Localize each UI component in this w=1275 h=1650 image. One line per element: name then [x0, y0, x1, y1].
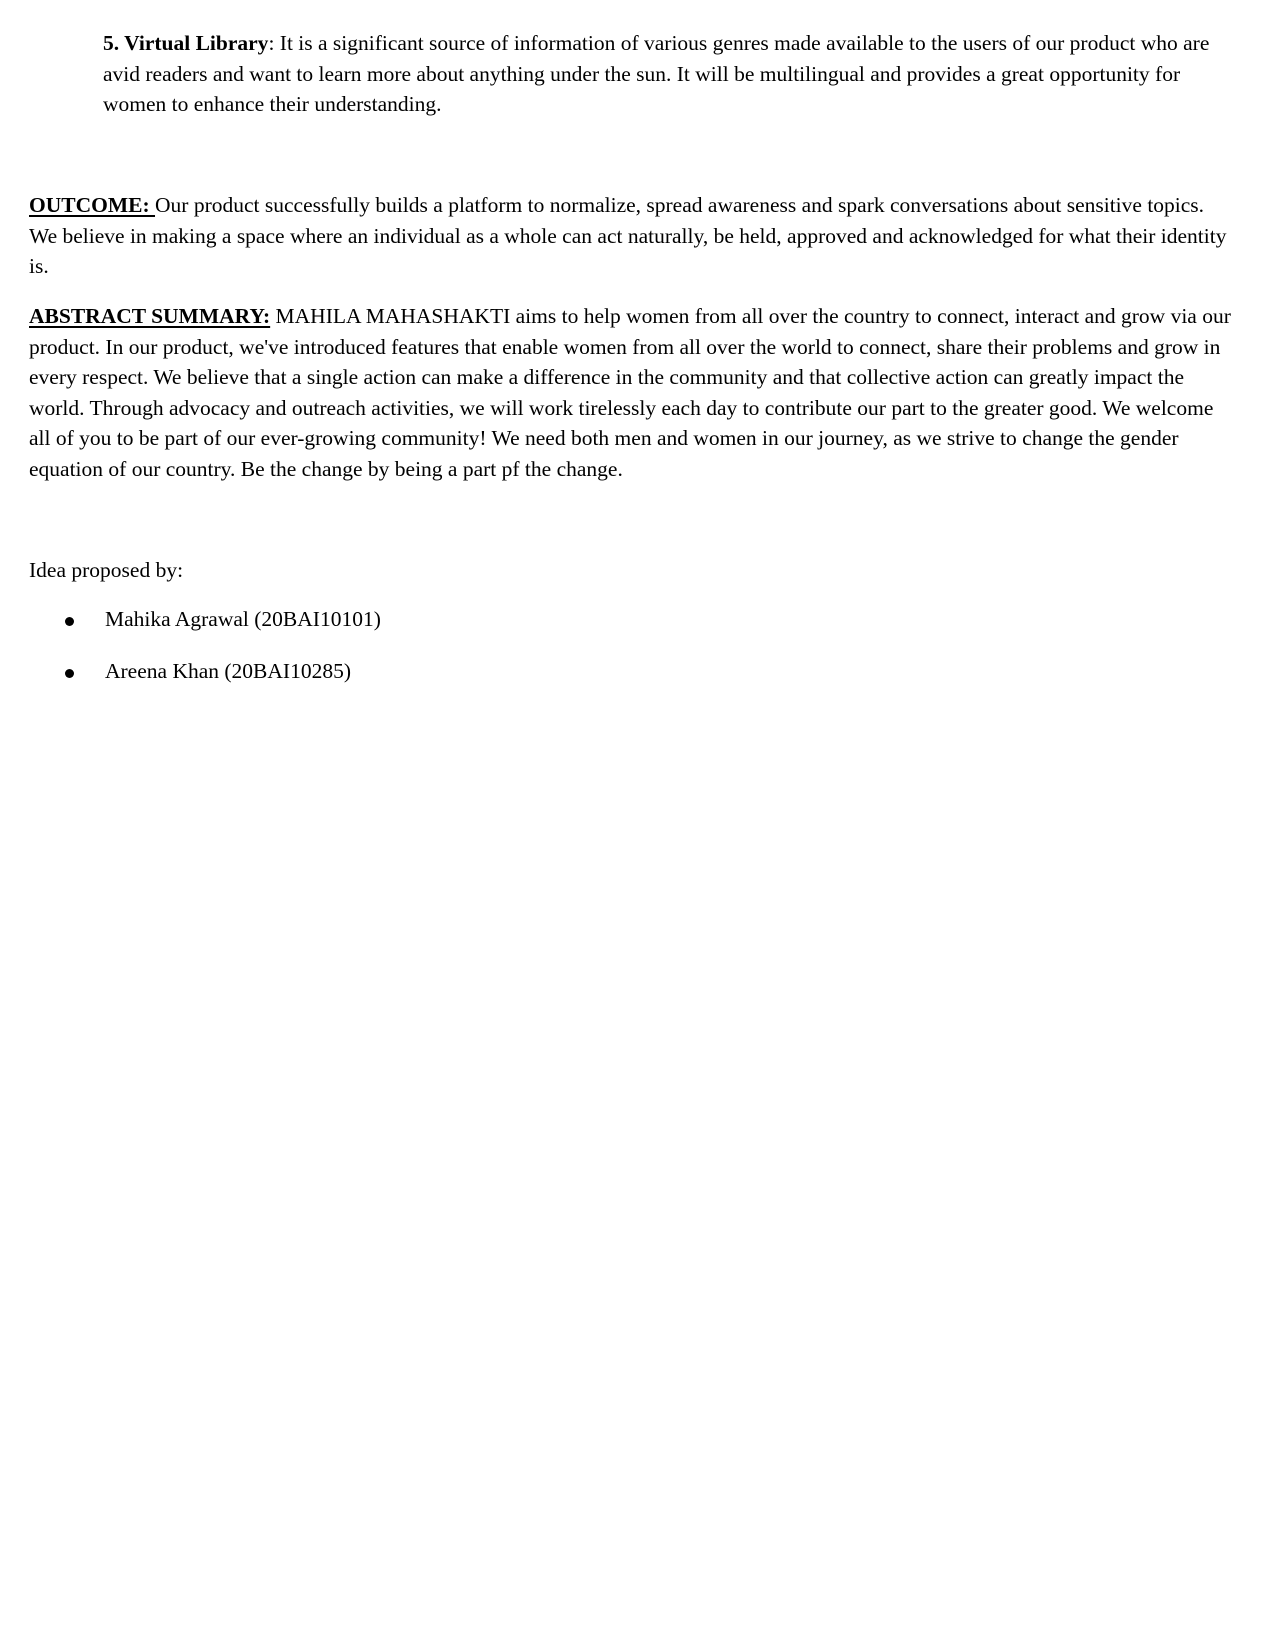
virtual-library-title: 5. Virtual Library: [103, 31, 269, 55]
virtual-library-text: : It is a significant source of information of various genres made available to the users of our product who are avid readers and want to learn more about anything under the sun. It will be multilingual and provides a great opportunity for women to enhance their understanding.: [103, 31, 1210, 116]
list-item: [0, 656, 600, 708]
abstract-summary-text: MAHILA MAHASHAKTI aims to help women from all over the country to connect, interact and grow via our product. In our product, we've introduced features that enable women from all over the world to connect, share their problems and grow in every respect. We believe that a single action can make a difference in the community and that collective action can greatly impact the world. Through advocacy and outreach activities, we will work tirelessly each day to contribute our part to the greater good. We welcome all of you to be part of our ever-growing community! We need both men and women in our journey, as we strive to change the gender equation of our country. Be the change by being a part pf the change.: [29, 304, 1231, 481]
abstract-summary-paragraph: [29, 301, 1234, 484]
outcome-paragraph: [29, 190, 1234, 282]
abstract-summary-heading: ABSTRACT SUMMARY:: [29, 304, 271, 328]
bullet-icon: [65, 617, 74, 626]
list-item: [0, 604, 600, 656]
outcome-text: Our product successfully builds a platform to normalize, spread awareness and spark conversations about sensitive topics. We believe in making a space where an individual as a whole can act naturally, be held, approved and acknowledged for what their identity is.: [29, 193, 1227, 278]
author-list: [0, 604, 600, 708]
bullet-icon: [65, 669, 74, 678]
author-name: Areena Khan (20BAI10285): [105, 659, 351, 683]
outcome-heading: OUTCOME:: [29, 193, 156, 217]
virtual-library-paragraph: [103, 28, 1233, 120]
proposed-by-label: Idea proposed by:: [29, 558, 184, 582]
author-name: Mahika Agrawal (20BAI10101): [105, 607, 381, 631]
